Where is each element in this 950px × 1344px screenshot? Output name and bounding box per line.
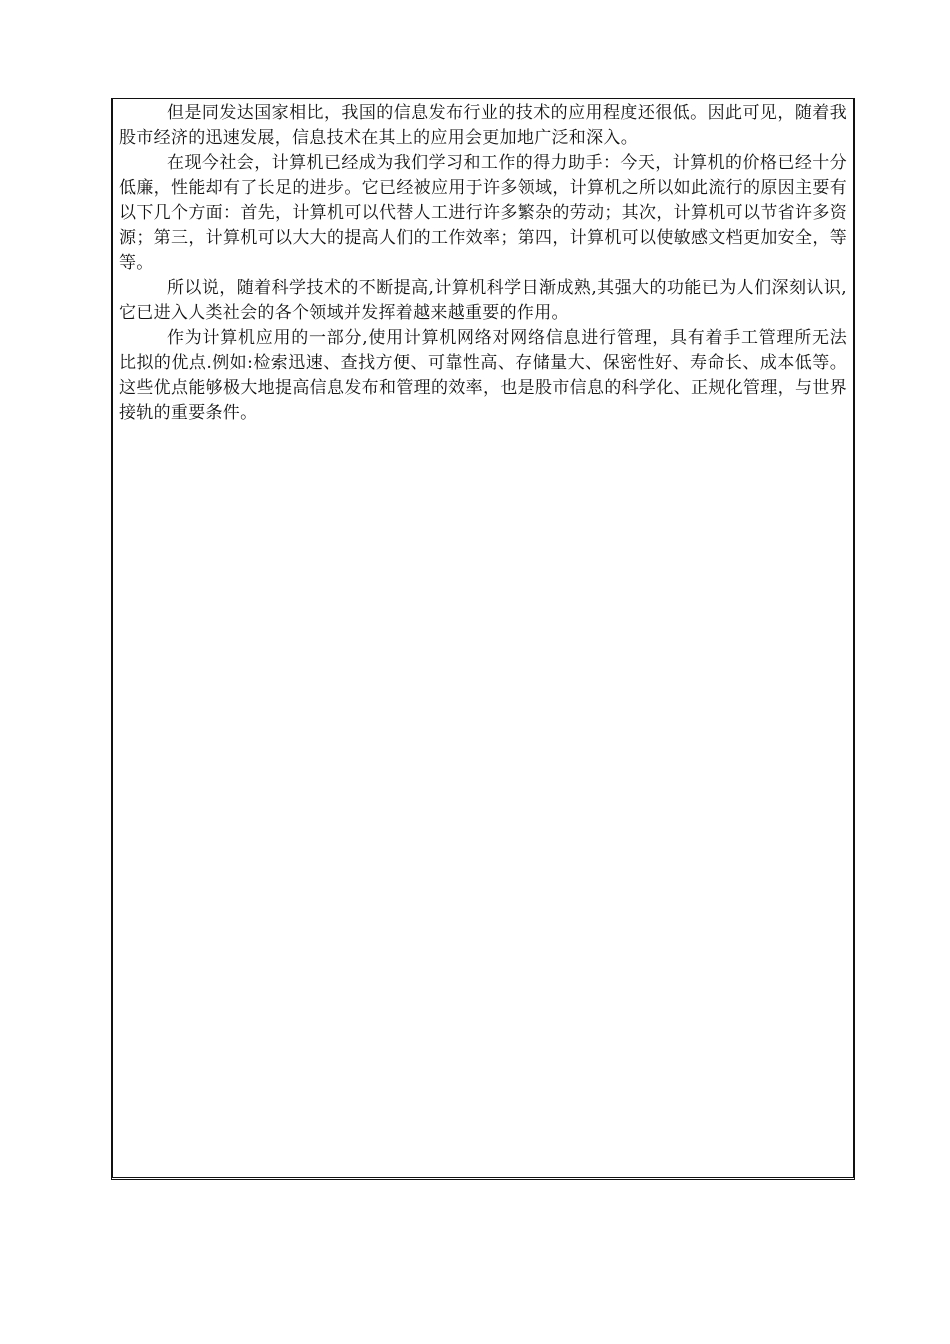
paragraph-2: 在现今社会，计算机已经成为我们学习和工作的得力助手：今天，计算机的价格已经十分低廉，性能却有了长足的进步。它已经被应用于许多领域，计算机之所以如此流行的原因主要有以下几个方面：首先，计算机可以代替人工进行许多繁杂的劳动；其次，计算机可以节省许多资源；第三，计算机可以大大的提高人们的工作效率；第四，计算机可以使敏感文档更加安全，等等。 [119, 153, 847, 273]
bordered-text-box [111, 98, 855, 1180]
paragraph-3: 所以说，随着科学技术的不断提高,计算机科学日渐成熟,其强大的功能已为人们深刻认识,它已进入人类社会的各个领域并发挥着越来越重要的作用。 [119, 278, 847, 323]
text-body [119, 101, 847, 426]
paragraph-4: 作为计算机应用的一部分,使用计算机网络对网络信息进行管理，具有着手工管理所无法比拟的优点.例如:检索迅速、查找方便、可靠性高、存储量大、保密性好、寿命长、成本低等。这些优点能够极大地提高信息发布和管理的效率，也是股市信息的科学化、正规化管理，与世界接轨的重要条件。 [119, 328, 847, 423]
paragraph-1: 但是同发达国家相比，我国的信息发布行业的技术的应用程度还很低。因此可见，随着我股市经济的迅速发展，信息技术在其上的应用会更加地广泛和深入。 [119, 103, 847, 148]
